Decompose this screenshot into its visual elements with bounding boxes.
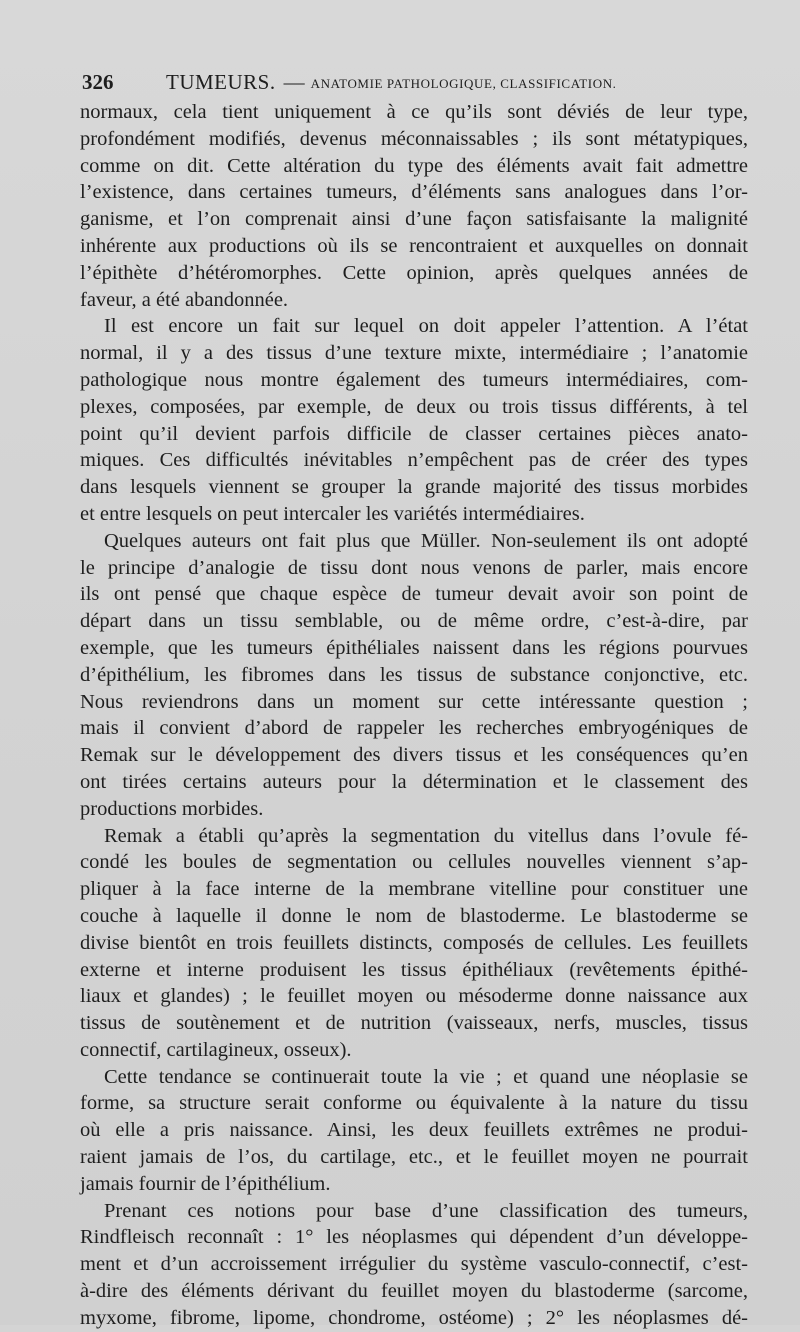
paragraph-start-line: Quelques auteurs ont fait plus que Müller. Non-seulement ils ont adopté xyxy=(104,529,748,552)
text-line: raient jamais de l’os, du cartilage, etc., et le feuillet moyen ne pourrait xyxy=(80,1146,748,1169)
text-line: plexes, composées, par exemple, de deux ou trois tissus différents, à tel xyxy=(80,395,748,418)
text-line: ont tirées certains auteurs pour la détermination et le classement des xyxy=(80,770,748,793)
paragraph-start-line: Il est encore un fait sur lequel on doit appeler l’attention. A l’état xyxy=(104,315,748,338)
text-line: mais il convient d’abord de rappeler les recherches embryogéniques de xyxy=(80,717,748,740)
paragraph-start-line: Remak a établi qu’après la segmentation du vitellus dans l’ovule fé- xyxy=(104,824,748,847)
running-head-subtitle: ANATOMIE PATHOLOGIQUE, CLASSIFICATION. xyxy=(310,76,617,91)
text-line: le principe d’analogie de tissu dont nous venons de parler, mais encore xyxy=(80,556,748,579)
text-line: externe et interne produisent les tissus épithéliaux (revêtements épithé- xyxy=(80,958,748,981)
text-line: divise bientôt en trois feuillets distincts, composés de cellules. Les feuillets xyxy=(80,931,748,954)
text-line: tissus de soutènement et de nutrition (vaisseaux, nerfs, muscles, tissus xyxy=(80,1012,748,1035)
text-line: Nous reviendrons dans un moment sur cette intéressante question ; xyxy=(80,690,748,713)
text-line: profondément modifiés, devenus méconnaissables ; ils sont métatypiques, xyxy=(80,127,748,150)
text-line: normaux, cela tient uniquement à ce qu’ils sont déviés de leur type, xyxy=(80,101,748,123)
text-line: condé les boules de segmentation ou cellules nouvelles viennent s’ap- xyxy=(80,851,748,874)
text-line: forme, sa structure serait conforme ou équivalente à la nature du tissu xyxy=(80,1092,748,1115)
text-line: inhérente aux productions où ils se rencontraient et auxquelles on donnait xyxy=(80,234,748,257)
text-line: myxome, fibrome, lipome, chondrome, ostéome) ; 2° les néoplasmes dé- xyxy=(80,1306,748,1329)
text-line: point qu’il devient parfois difficile de classer certaines pièces anato- xyxy=(80,422,748,445)
text-line: l’épithète d’hétéromorphes. Cette opinion, après quelques années de xyxy=(80,261,748,284)
text-line: productions morbides. xyxy=(80,797,264,820)
text-line: exemple, que les tumeurs épithéliales naissent dans les régions pourvues xyxy=(80,636,748,659)
text-line: dans lesquels viennent se grouper la grande majorité des tissus morbides xyxy=(80,476,748,499)
text-line: miques. Ces difficultés inévitables n’empêchent pas de créer des types xyxy=(80,449,748,472)
text-line: à-dire des éléments dérivant du feuillet moyen du blastoderme (sarcome, xyxy=(80,1280,748,1303)
text-line: ganisme, et l’on comprenait ainsi d’une façon satisfaisante la malignité xyxy=(80,208,748,231)
text-line: jamais fournir de l’épithélium. xyxy=(80,1172,331,1195)
text-line: Remak sur le développement des divers tissus et les conséquences qu’en xyxy=(80,744,748,767)
text-line: ils ont pensé que chaque espèce de tumeur devait avoir son point de xyxy=(80,583,748,606)
text-line: connectif, cartilagineux, osseux). xyxy=(80,1038,352,1061)
text-line: faveur, a été abandonnée. xyxy=(80,288,289,311)
paragraph-start-line: Prenant ces notions pour base d’une classification des tumeurs, xyxy=(104,1199,748,1222)
text-line: ment et d’un accroissement irrégulier du système vasculo-connectif, c’est- xyxy=(80,1253,748,1276)
text-line: comme on dit. Cette altération du type des éléments avait fait admettre xyxy=(80,154,748,177)
text-line: liaux et glandes) ; le feuillet moyen ou mésoderme donne naissance aux xyxy=(80,985,748,1008)
running-head xyxy=(82,66,782,98)
text-line: Rindfleisch reconnaît : 1° les néoplasmes qui dépendent d’un développe- xyxy=(80,1226,748,1249)
running-head-title: TUMEURS. xyxy=(166,70,276,94)
text-line: l’existence, dans certaines tumeurs, d’éléments sans analogues dans l’or- xyxy=(80,181,748,204)
text-line: départ dans un tissu semblable, ou de même ordre, c’est-à-dire, par xyxy=(80,610,748,633)
text-line: couche à laquelle il donne le nom de blastoderme. Le blastoderme se xyxy=(80,904,748,927)
text-line: pathologique nous montre également des tumeurs intermédiaires, com- xyxy=(80,368,748,391)
body-text xyxy=(80,99,748,1332)
text-line: où elle a pris naissance. Ainsi, les deux feuillets extrêmes ne produi- xyxy=(80,1119,748,1142)
paragraph-start-line: Cette tendance se continuerait toute la vie ; et quand une néoplasie se xyxy=(104,1065,748,1088)
text-line: d’épithélium, les fibromes dans les tissus de substance conjonctive, etc. xyxy=(80,663,748,686)
page-number: 326 xyxy=(82,70,114,94)
text-line: et entre lesquels on peut intercaler les variétés intermédiaires. xyxy=(80,502,585,525)
text-line: normal, il y a des tissus d’une texture mixte, intermédiaire ; l’anatomie xyxy=(80,342,748,365)
text-line: pliquer à la face interne de la membrane vitelline pour constituer une xyxy=(80,878,748,901)
running-head-dash: — xyxy=(283,70,305,94)
